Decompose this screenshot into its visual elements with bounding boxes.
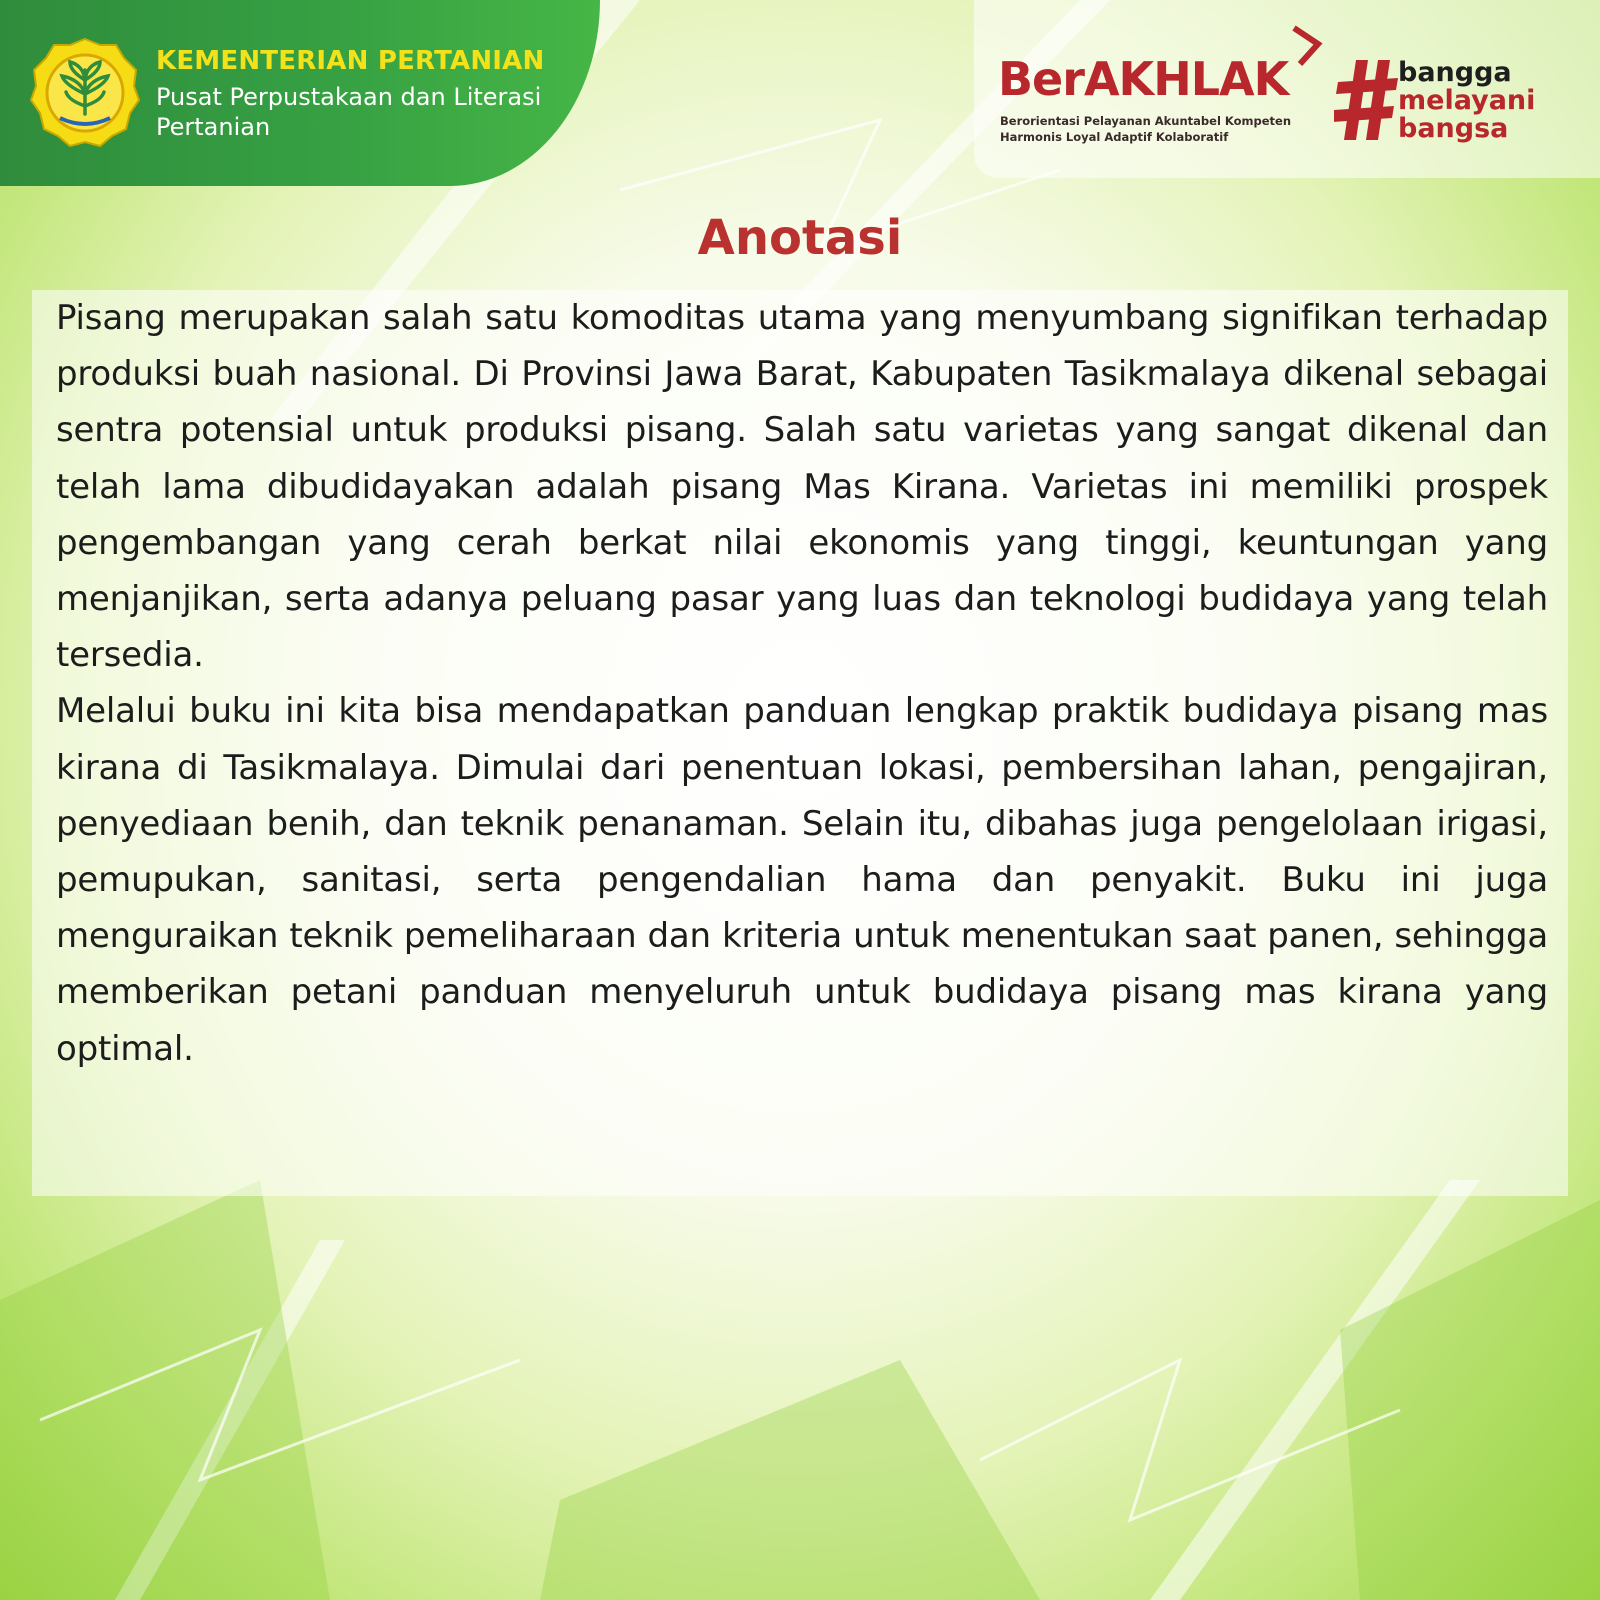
chevron-right-icon bbox=[1288, 24, 1328, 68]
page-title: Anotasi bbox=[697, 210, 903, 266]
motto-line-1: bangga bbox=[1398, 57, 1512, 88]
motto-line-2: melayani bbox=[1398, 85, 1536, 116]
org-subtitle: Pusat Perpustakaan dan Literasi Pertanian bbox=[156, 83, 542, 141]
kementan-emblem-icon bbox=[28, 36, 142, 150]
berakhlak-wordmark: BerAKHLAK bbox=[998, 52, 1289, 106]
annotation-body bbox=[56, 290, 1548, 1077]
motto-line-3: bangsa bbox=[1398, 113, 1509, 144]
annotation-paragraph: Melalui buku ini kita bisa mendapatkan panduan lengkap praktik budidaya pisang mas kirana di Tasikmalaya. Dimulai dari penentuan lokasi, pembersihan lahan, pengajiran, penyediaan benih, dan teknik penanaman. Selain itu, dibahas juga pengelolaan irigasi, pemupukan, sanitasi, serta pengendalian hama dan penyakit. Buku ini juga menguraikan teknik pemeliharaan dan kriteria untuk menentukan saat panen, sehingga memberikan petani panduan menyeluruh untuk budidaya pisang mas kirana yang optimal. bbox=[56, 691, 1548, 1069]
annotation-paragraph: Pisang merupakan salah satu komoditas utama yang menyumbang signifikan terhadap produksi buah nasional. Di Provinsi Jawa Barat, Kabupaten Tasikmalaya dikenal sebagai sentra potensial untuk produksi pisang. Salah satu varietas yang sangat dikenal dan telah lama dibudidayakan adalah pisang Mas Kirana. Varietas ini memiliki prospek pengembangan yang cerah berkat nilai ekonomis yang tinggi, keuntungan yang menjanjikan, serta adanya peluang pasar yang luas dan teknologi budidaya yang telah tersedia. bbox=[56, 298, 1548, 676]
berakhlak-tagline-2: Harmonis Loyal Adaptif Kolaboratif bbox=[1000, 130, 1229, 144]
berakhlak-tagline-1: Berorientasi Pelayanan Akuntabel Kompeten bbox=[1000, 114, 1292, 128]
hashtag-icon bbox=[1334, 56, 1400, 144]
org-title: KEMENTERIAN PERTANIAN bbox=[156, 46, 545, 76]
